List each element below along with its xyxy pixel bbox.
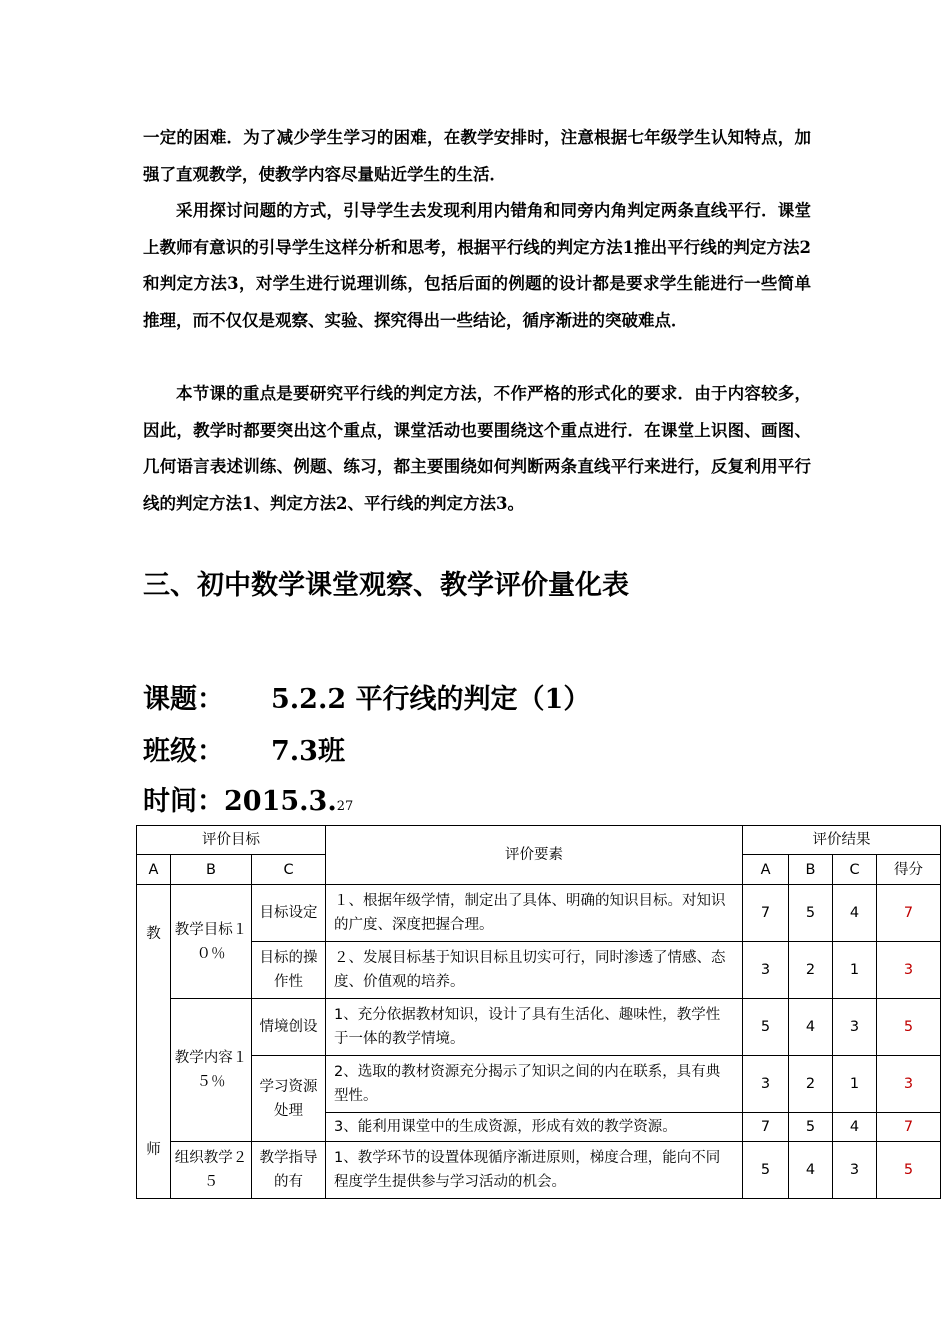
paragraph: 本节课的重点是要研究平行线的判定方法，不作严格的形式化的要求．由于内容较多，因此，教学时都要突出这个重点，课堂活动也要围绕这个重点进行．在课堂上识图、画图、几何语言表述训练、例题、练习，都主要围绕如何判断两条直线平行来进行，反复利用平行线的判定方法1、判定方法2、平行线的判定方法3。 — [143, 384, 811, 513]
header-goal-c: C — [252, 855, 326, 885]
element-cell: 1、教学环节的设置体现循序渐进原则，梯度合理，能向不同程度学生提供参与学习活动的机会。 — [326, 1142, 743, 1199]
score-cell: 7 — [877, 885, 941, 942]
level-a-cell: 教 师 — [137, 885, 171, 1199]
value-b-cell: 5 — [789, 1113, 833, 1142]
header-result-a: A — [743, 855, 789, 885]
score-cell: 5 — [877, 999, 941, 1056]
group-cell: 组织教学２５ — [171, 1142, 252, 1199]
header-result-c: C — [833, 855, 877, 885]
header-goal-a: A — [137, 855, 171, 885]
meta-class-value: 7.3班 — [271, 736, 345, 767]
value-b-cell: 4 — [789, 999, 833, 1056]
element-cell: 2、选取的教材资源充分揭示了知识之间的内在联系，具有典型性。 — [326, 1056, 743, 1113]
group-cell: 教学目标１０％ — [171, 885, 252, 999]
meta-topic — [143, 680, 591, 720]
value-c-cell: 4 — [833, 885, 877, 942]
evaluation-table — [136, 825, 941, 1199]
value-b-cell: 2 — [789, 1056, 833, 1113]
section-heading: 三、初中数学课堂观察、教学评价量化表 — [143, 570, 629, 601]
value-c-cell: 3 — [833, 1142, 877, 1199]
subgroup-cell: 学习资源处理 — [252, 1056, 326, 1142]
header-goal-b: B — [171, 855, 252, 885]
element-cell: 3、能利用课堂中的生成资源，形成有效的教学资源。 — [326, 1113, 743, 1142]
value-b-cell: 4 — [789, 1142, 833, 1199]
value-a-cell: 5 — [743, 999, 789, 1056]
value-a-cell: 3 — [743, 942, 789, 999]
value-c-cell: 1 — [833, 942, 877, 999]
subgroup-cell: 目标的操作性 — [252, 942, 326, 999]
header-result-b: B — [789, 855, 833, 885]
subgroup-cell: 教学指导的有 — [252, 1142, 326, 1199]
score-cell: 3 — [877, 1056, 941, 1113]
element-cell: ２、发展目标基于知识目标且切实可行，同时渗透了情感、态度、价值观的培养。 — [326, 942, 743, 999]
meta-time-label: 时间： — [143, 786, 224, 817]
meta-time-value: 2015.3. — [224, 786, 337, 817]
paragraph: 采用探讨问题的方式，引导学生去发现利用内错角和同旁内角判定两条直线平行．课堂上教师有意识的引导学生这样分析和思考，根据平行线的判定方法1推出平行线的判定方法2和判定方法3，对学生进行说理训练，包括后面的例题的设计都是要求学生能进行一些简单推理，而不仅仅是观察、实验、探究得出一些结论，循序渐进的突破难点． — [143, 201, 811, 330]
meta-topic-value: 5.2.2 平行线的判定（1） — [271, 684, 591, 715]
score-cell: 5 — [877, 1142, 941, 1199]
value-a-cell: 3 — [743, 1056, 789, 1113]
score-cell: 3 — [877, 942, 941, 999]
header-goal: 评价目标 — [137, 826, 326, 855]
header-score: 得分 — [877, 855, 941, 885]
meta-class — [143, 732, 345, 772]
meta-time — [143, 782, 353, 827]
element-cell: １、根据年级学情，制定出了具体、明确的知识目标。对知识的广度、深度把握合理。 — [326, 885, 743, 942]
element-cell: 1、充分依据教材知识，设计了具有生活化、趣味性，教学性于一体的教学情境。 — [326, 999, 743, 1056]
group-cell: 教学内容１５％ — [171, 999, 252, 1142]
value-c-cell: 4 — [833, 1113, 877, 1142]
value-a-cell: 7 — [743, 885, 789, 942]
value-c-cell: 1 — [833, 1056, 877, 1113]
value-b-cell: 5 — [789, 885, 833, 942]
score-cell: 7 — [877, 1113, 941, 1142]
header-result: 评价结果 — [743, 826, 941, 855]
paragraph: 一定的困难．为了减少学生学习的困难，在教学安排时，注意根据七年级学生认知特点，加强了直观教学，使教学内容尽量贴近学生的生活． — [143, 128, 811, 184]
value-b-cell: 2 — [789, 942, 833, 999]
header-element: 评价要素 — [326, 826, 743, 885]
value-a-cell: 7 — [743, 1113, 789, 1142]
meta-time-day: 27 — [336, 799, 354, 814]
subgroup-cell: 情境创设 — [252, 999, 326, 1056]
value-a-cell: 5 — [743, 1142, 789, 1199]
meta-topic-label: 课题： — [143, 684, 224, 715]
subgroup-cell: 目标设定 — [252, 885, 326, 942]
value-c-cell: 3 — [833, 999, 877, 1056]
meta-class-label: 班级： — [143, 736, 224, 767]
